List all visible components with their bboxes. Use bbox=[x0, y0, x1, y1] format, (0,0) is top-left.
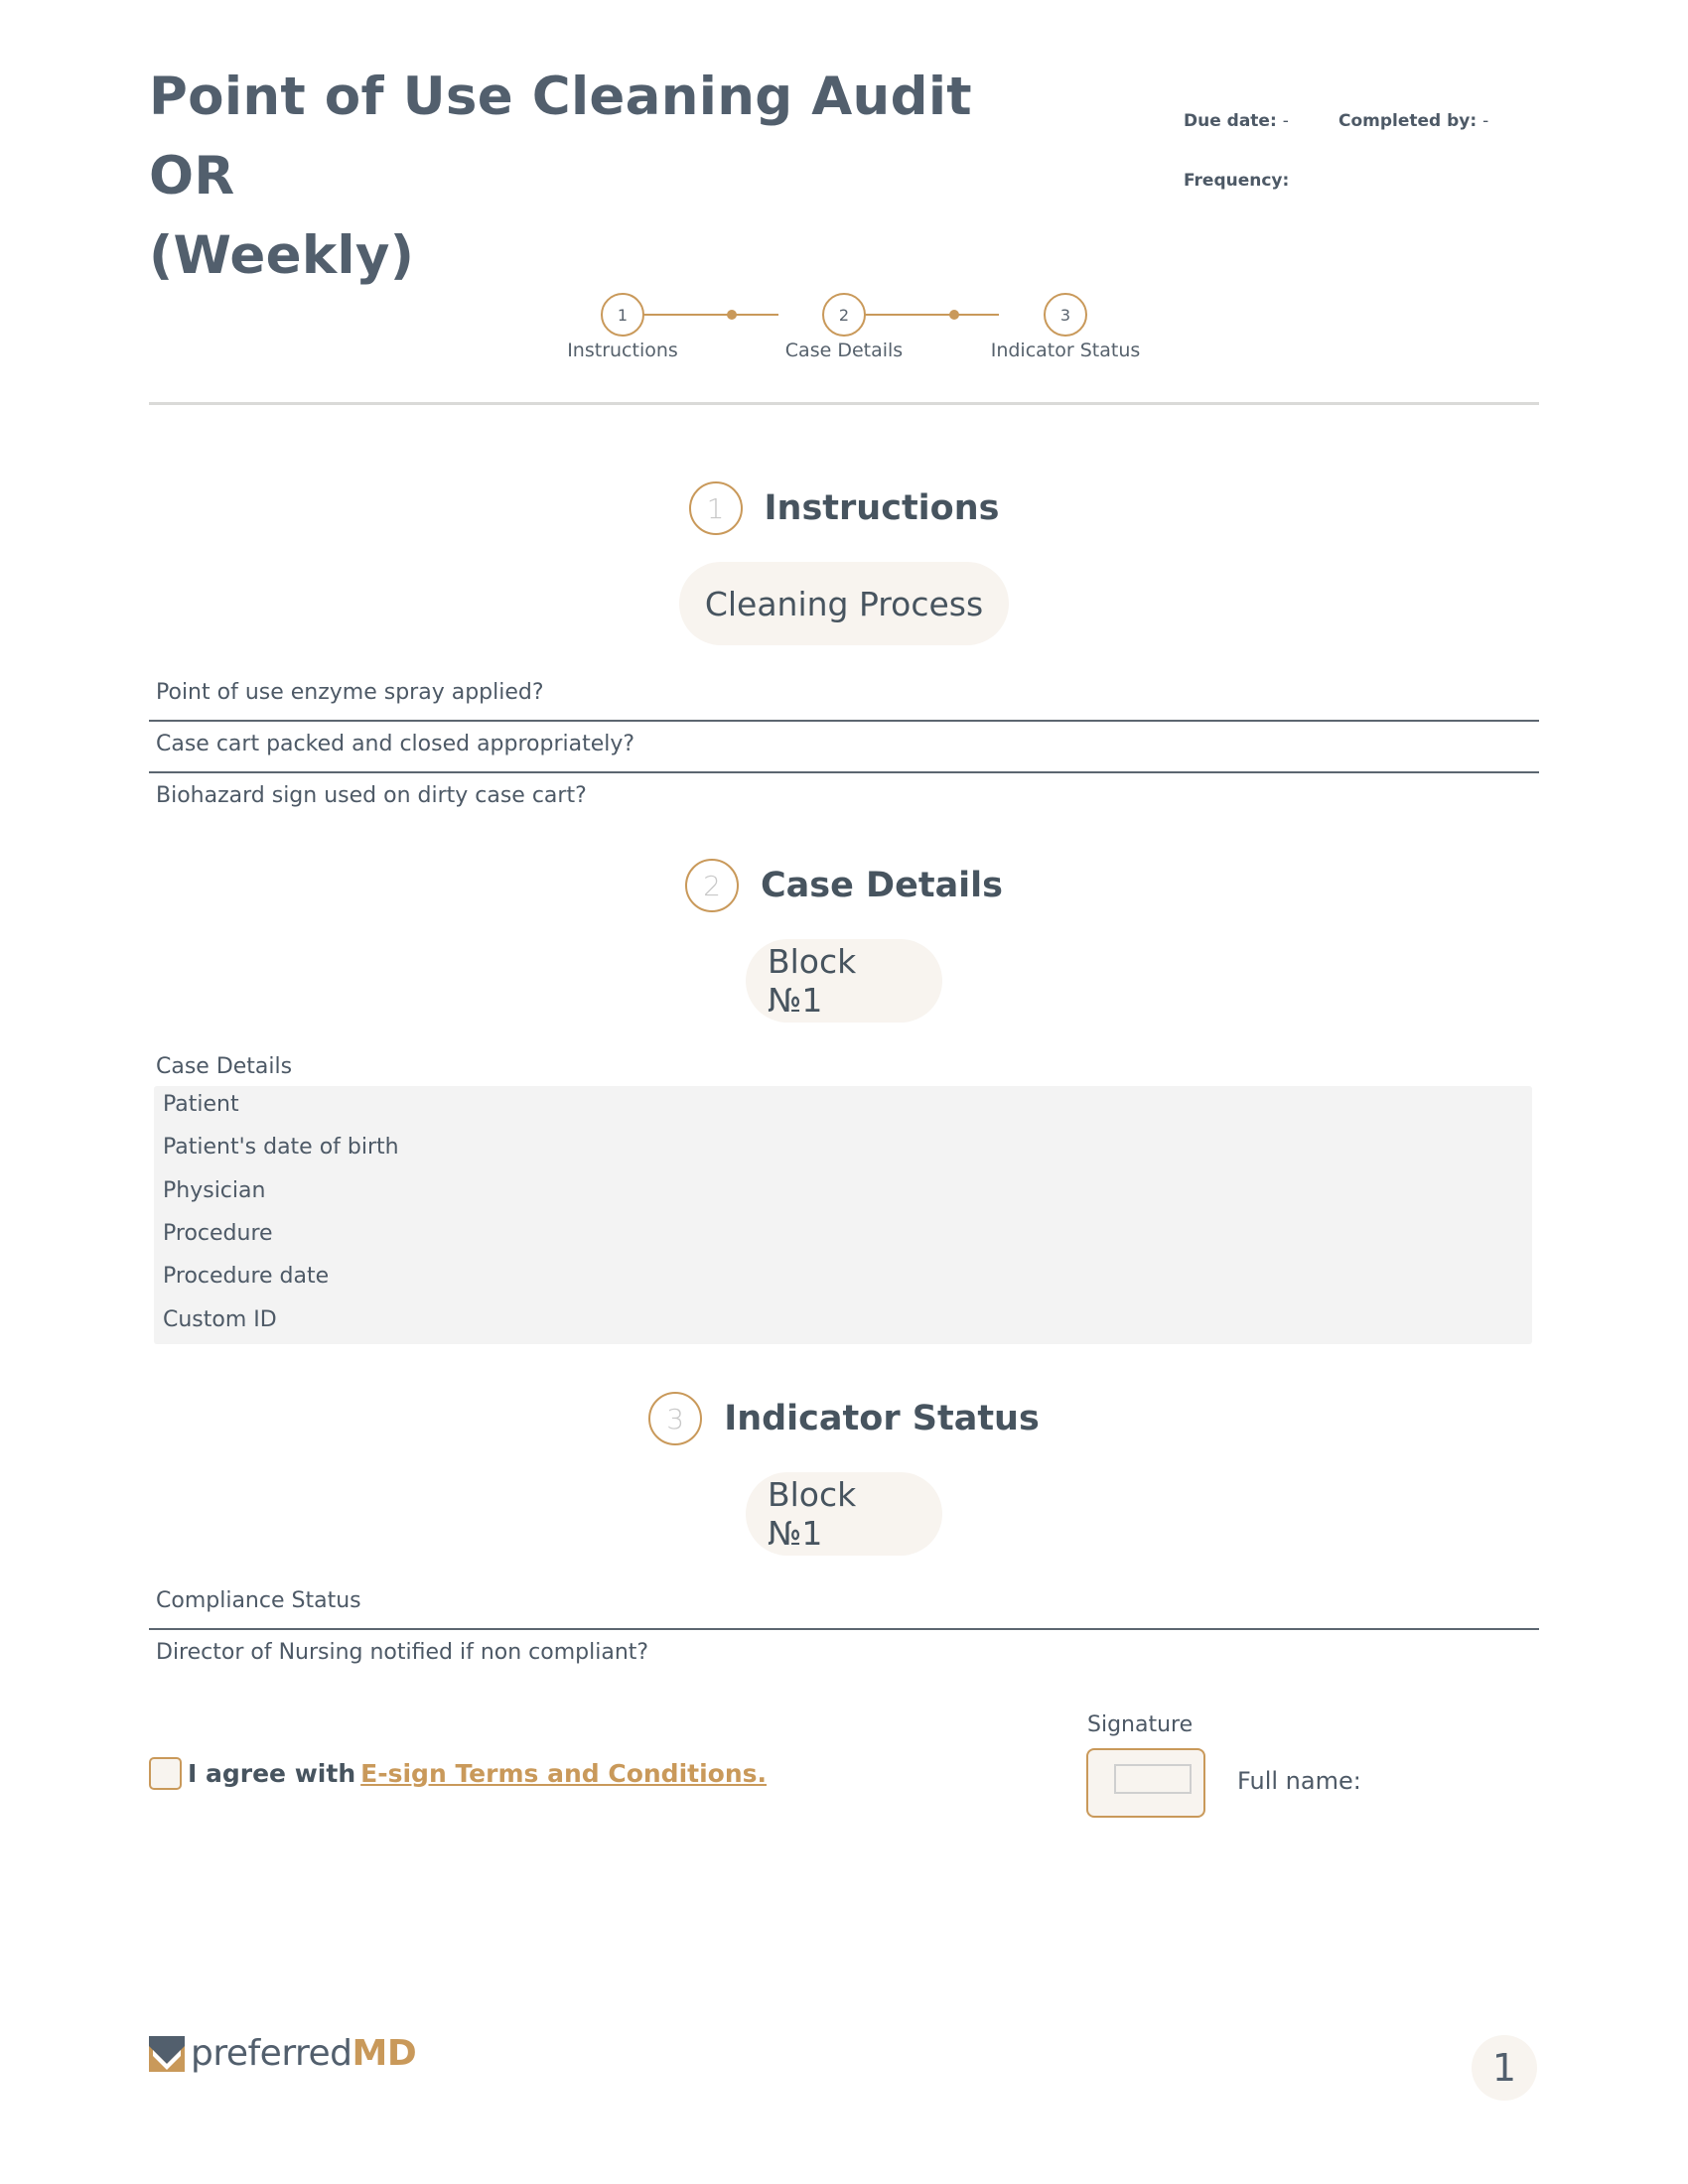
logo-accent: MD bbox=[352, 2033, 417, 2074]
step-2-node[interactable]: 2 bbox=[822, 293, 866, 337]
case-field-procedure-date[interactable]: Procedure date bbox=[163, 1264, 330, 1289]
full-name-label: Full name: bbox=[1237, 1767, 1361, 1795]
section-number-badge: 2 bbox=[685, 859, 739, 912]
logo-text: preferred bbox=[191, 2033, 352, 2074]
question-row[interactable]: Compliance Status bbox=[149, 1578, 1539, 1630]
section-title: Indicator Status bbox=[724, 1399, 1040, 1438]
section-title: Instructions bbox=[764, 488, 1000, 528]
block-title-block-1: Block №1 bbox=[746, 939, 942, 1023]
due-date-label: Due date: bbox=[1184, 111, 1277, 131]
question-row[interactable]: Biohazard sign used on dirty case cart? bbox=[156, 783, 587, 808]
page-title-line-2: (Weekly) bbox=[149, 225, 415, 286]
case-details-table bbox=[154, 1086, 1532, 1344]
step-1-label[interactable]: Instructions bbox=[567, 340, 678, 361]
section-case-details-heading bbox=[0, 859, 1688, 912]
stepper-dot bbox=[727, 310, 737, 320]
case-field-physician[interactable]: Physician bbox=[163, 1178, 266, 1203]
signature-button[interactable] bbox=[1086, 1748, 1205, 1818]
question-row[interactable]: Director of Nursing notified if non compliant? bbox=[156, 1640, 649, 1665]
section-instructions-heading bbox=[0, 481, 1688, 535]
step-2-label[interactable]: Case Details bbox=[784, 340, 904, 361]
step-3-node[interactable]: 3 bbox=[1044, 293, 1087, 337]
completed-by bbox=[1338, 111, 1488, 131]
block-title-block-1: Block №1 bbox=[746, 1472, 942, 1556]
completed-by-value: - bbox=[1482, 111, 1489, 131]
page-title bbox=[149, 58, 1072, 296]
step-3-label[interactable]: Indicator Status bbox=[990, 340, 1141, 361]
case-field-patient[interactable]: Patient bbox=[163, 1092, 239, 1117]
agree-text: I agree with bbox=[188, 1759, 356, 1788]
due-date-value: - bbox=[1282, 111, 1289, 131]
section-title: Case Details bbox=[760, 866, 1004, 905]
page-title-line-1: Point of Use Cleaning Audit OR bbox=[149, 67, 972, 206]
checkmark-logo-icon bbox=[149, 2036, 185, 2072]
header-divider bbox=[149, 402, 1539, 405]
section-number-badge: 3 bbox=[648, 1392, 702, 1445]
agree-checkbox[interactable] bbox=[149, 1757, 182, 1790]
case-details-table-label: Case Details bbox=[156, 1054, 293, 1079]
signature-placeholder-icon bbox=[1114, 1764, 1192, 1794]
frequency-label: Frequency: bbox=[1184, 171, 1290, 191]
progress-stepper bbox=[556, 290, 1172, 369]
case-field-custom-id[interactable]: Custom ID bbox=[163, 1307, 277, 1332]
esign-terms-link[interactable]: E-sign Terms and Conditions. bbox=[360, 1759, 768, 1788]
stepper-connector bbox=[622, 314, 778, 316]
section-number-badge: 1 bbox=[689, 481, 743, 535]
preferredmd-logo bbox=[149, 2033, 416, 2074]
case-field-patient-dob[interactable]: Patient's date of birth bbox=[163, 1135, 399, 1160]
due-date bbox=[1184, 111, 1289, 131]
step-1-node[interactable]: 1 bbox=[601, 293, 644, 337]
section-indicator-status-heading bbox=[0, 1392, 1688, 1445]
case-field-procedure[interactable]: Procedure bbox=[163, 1221, 273, 1246]
frequency bbox=[1184, 171, 1289, 191]
question-row[interactable]: Point of use enzyme spray applied? bbox=[149, 670, 1539, 722]
completed-by-label: Completed by: bbox=[1338, 111, 1477, 131]
page-number-badge: 1 bbox=[1472, 2035, 1537, 2101]
stepper-dot bbox=[949, 310, 959, 320]
block-title-cleaning-process: Cleaning Process bbox=[679, 562, 1009, 645]
signature-label: Signature bbox=[1087, 1712, 1194, 1737]
question-row[interactable]: Case cart packed and closed appropriately? bbox=[149, 722, 1539, 773]
esign-agreement bbox=[149, 1757, 767, 1790]
